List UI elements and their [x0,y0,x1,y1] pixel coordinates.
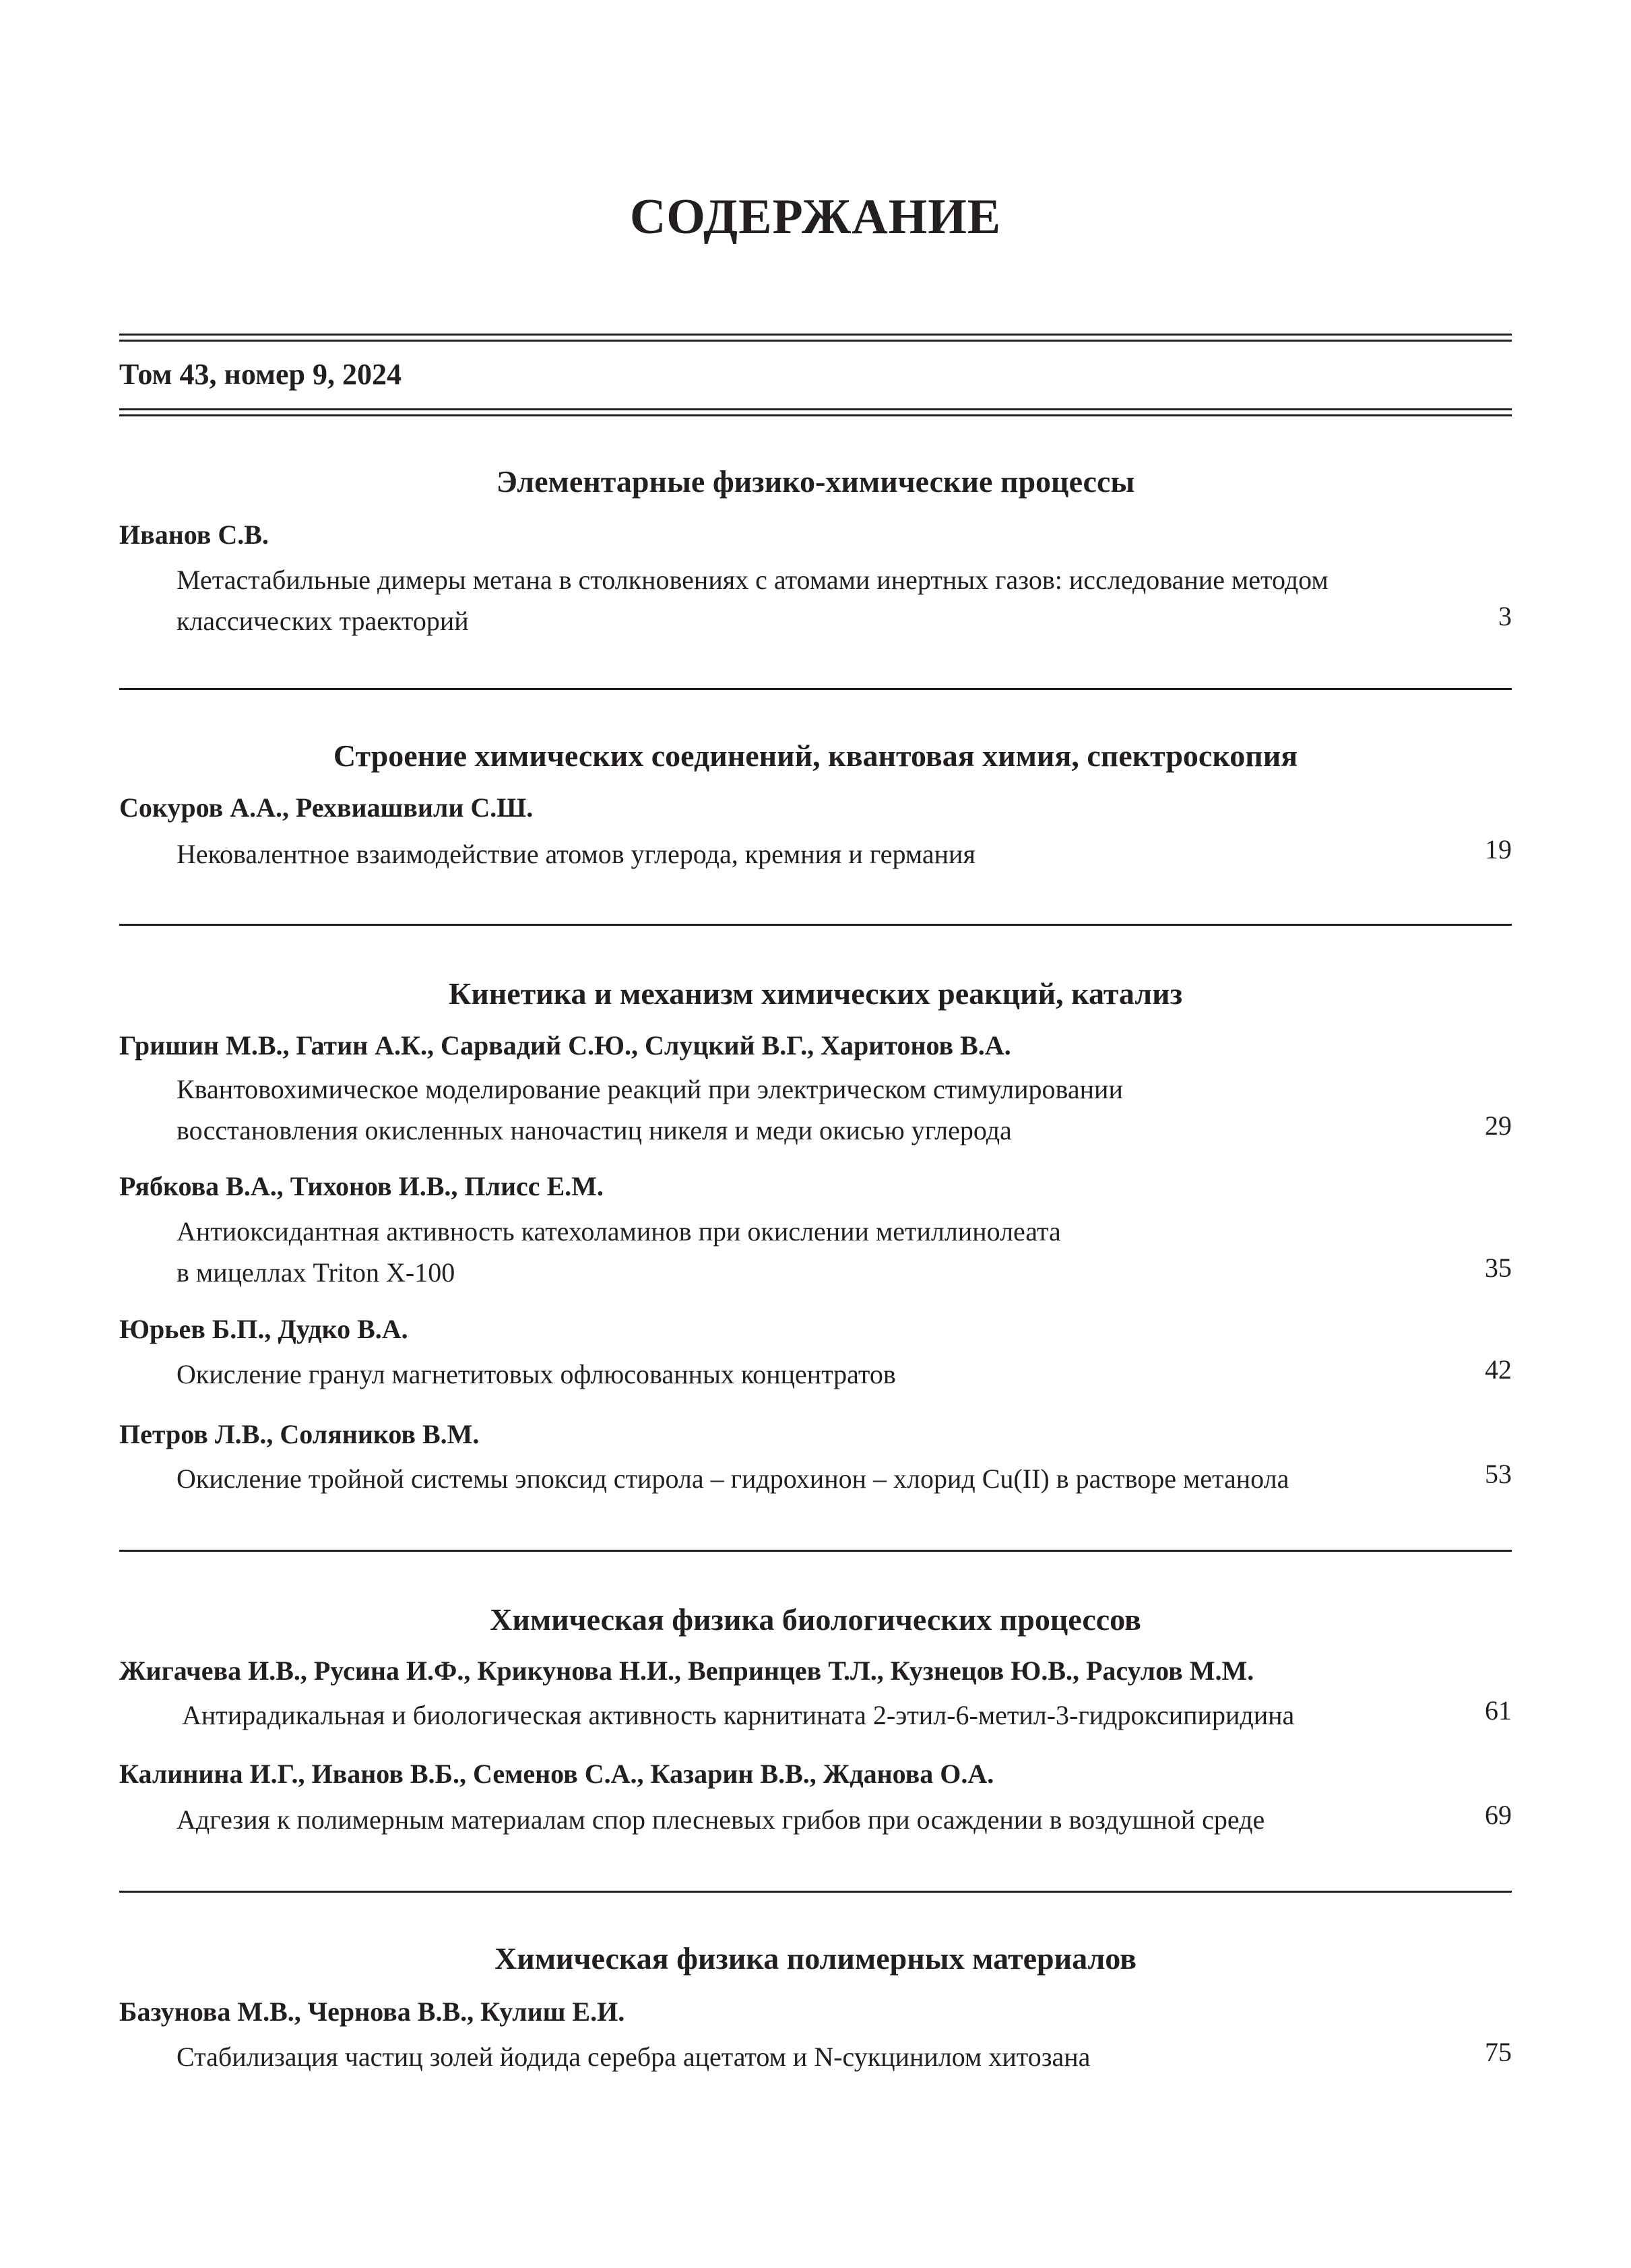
section-title: Химическая физика полимерных материалов [494,1941,1137,1976]
article-title[interactable] [177,559,1470,641]
article-title[interactable] [177,1354,1470,1395]
article-authors: Гришин М.В., Гатин А.К., Сарвадий С.Ю., Слуцкий В.Г., Харитонов В.А. [119,1030,1011,1061]
page-number[interactable]: 42 [1485,1354,1512,1385]
section-title: Элементарные физико-химические процессы [496,464,1135,499]
article-authors: Иванов С.В. [119,519,269,550]
article-title-line: Квантовохимическое моделирование реакций при электрическом стимулировании [177,1074,1123,1104]
section-title: Кинетика и механизм химических реакций, катализ [448,976,1183,1011]
article-title[interactable] [182,1695,1475,1736]
page-number[interactable]: 53 [1485,1459,1512,1489]
article-title[interactable] [177,2036,1470,2077]
article-authors: Базунова М.В., Чернова В.В., Кулиш Е.И. [119,1996,625,2027]
article-title-line: Окисление тройной системы эпоксид стирола – гидрохинон – хлорид Cu(II) в растворе метанола [177,1463,1289,1494]
section-title: Химическая физика биологических процессов [490,1602,1141,1637]
article-title[interactable] [177,833,1470,875]
section-divider [119,688,1512,690]
article-title-line: классических траекторий [177,606,469,636]
article-title-line: Антирадикальная и биологическая активность карнитината 2-этил-6-метил-3-гидроксипиридина [182,1700,1295,1730]
article-title[interactable] [177,1211,1470,1293]
page-number[interactable]: 75 [1485,2037,1512,2067]
section-divider [119,1891,1512,1893]
article-authors: Калинина И.Г., Иванов В.Б., Семенов С.А., Казарин В.В., Жданова О.А. [119,1759,994,1789]
page-number[interactable]: 19 [1485,834,1512,864]
section-divider [119,1550,1512,1552]
page-number[interactable]: 61 [1485,1695,1512,1726]
article-title-line: Нековалентное взаимодействие атомов углерода, кремния и германия [177,839,976,869]
article-authors: Жигачева И.В., Русина И.Ф., Крикунова Н.И., Вепринцев Т.Л., Кузнецов Ю.В., Расулов М.М. [119,1656,1254,1686]
article-authors: Сокуров А.А., Рехвиашвили С.Ш. [119,792,534,823]
page-number[interactable]: 35 [1485,1253,1512,1283]
article-title-line: Адгезия к полимерным материалам спор плесневых грибов при осаждении в воздушной среде [177,1804,1265,1835]
article-title-line: Антиоксидантная активность катехоламинов при окислении метиллинолеата [177,1216,1061,1247]
page-title: СОДЕРЖАНИЕ [629,189,1002,245]
section-divider [119,924,1512,926]
article-authors: Рябкова В.А., Тихонов И.В., Плисс Е.М. [119,1171,604,1201]
volume-info: Том 43, номер 9, 2024 [119,358,402,391]
section-title: Строение химических соединений, квантовая химия, спектроскопия [333,738,1298,773]
article-title-line: Окисление гранул магнетитовых офлюсованных концентратов [177,1359,896,1389]
article-title-line: Стабилизация частиц золей йодида серебра ацетатом и N-сукцинилом хитозана [177,2042,1091,2072]
article-title[interactable] [177,1069,1470,1151]
article-title-line: в мицеллах Triton X-100 [177,1257,455,1288]
article-authors: Петров Л.В., Соляников В.М. [119,1419,480,1449]
article-title-line: восстановления окисленных наночастиц никеля и меди окисью углерода [177,1115,1012,1145]
article-title[interactable] [177,1799,1470,1840]
article-title[interactable] [177,1458,1470,1499]
header-rule-bottom [119,408,1512,416]
page-number[interactable]: 3 [1498,601,1512,631]
article-authors: Юрьев Б.П., Дудко В.А. [119,1314,408,1344]
header-rule-top [119,334,1512,342]
article-title-line: Метастабильные димеры метана в столкновениях с атомами инертных газов: исследование методом [177,565,1329,595]
page-number[interactable]: 29 [1485,1110,1512,1141]
page-number[interactable]: 69 [1485,1800,1512,1830]
